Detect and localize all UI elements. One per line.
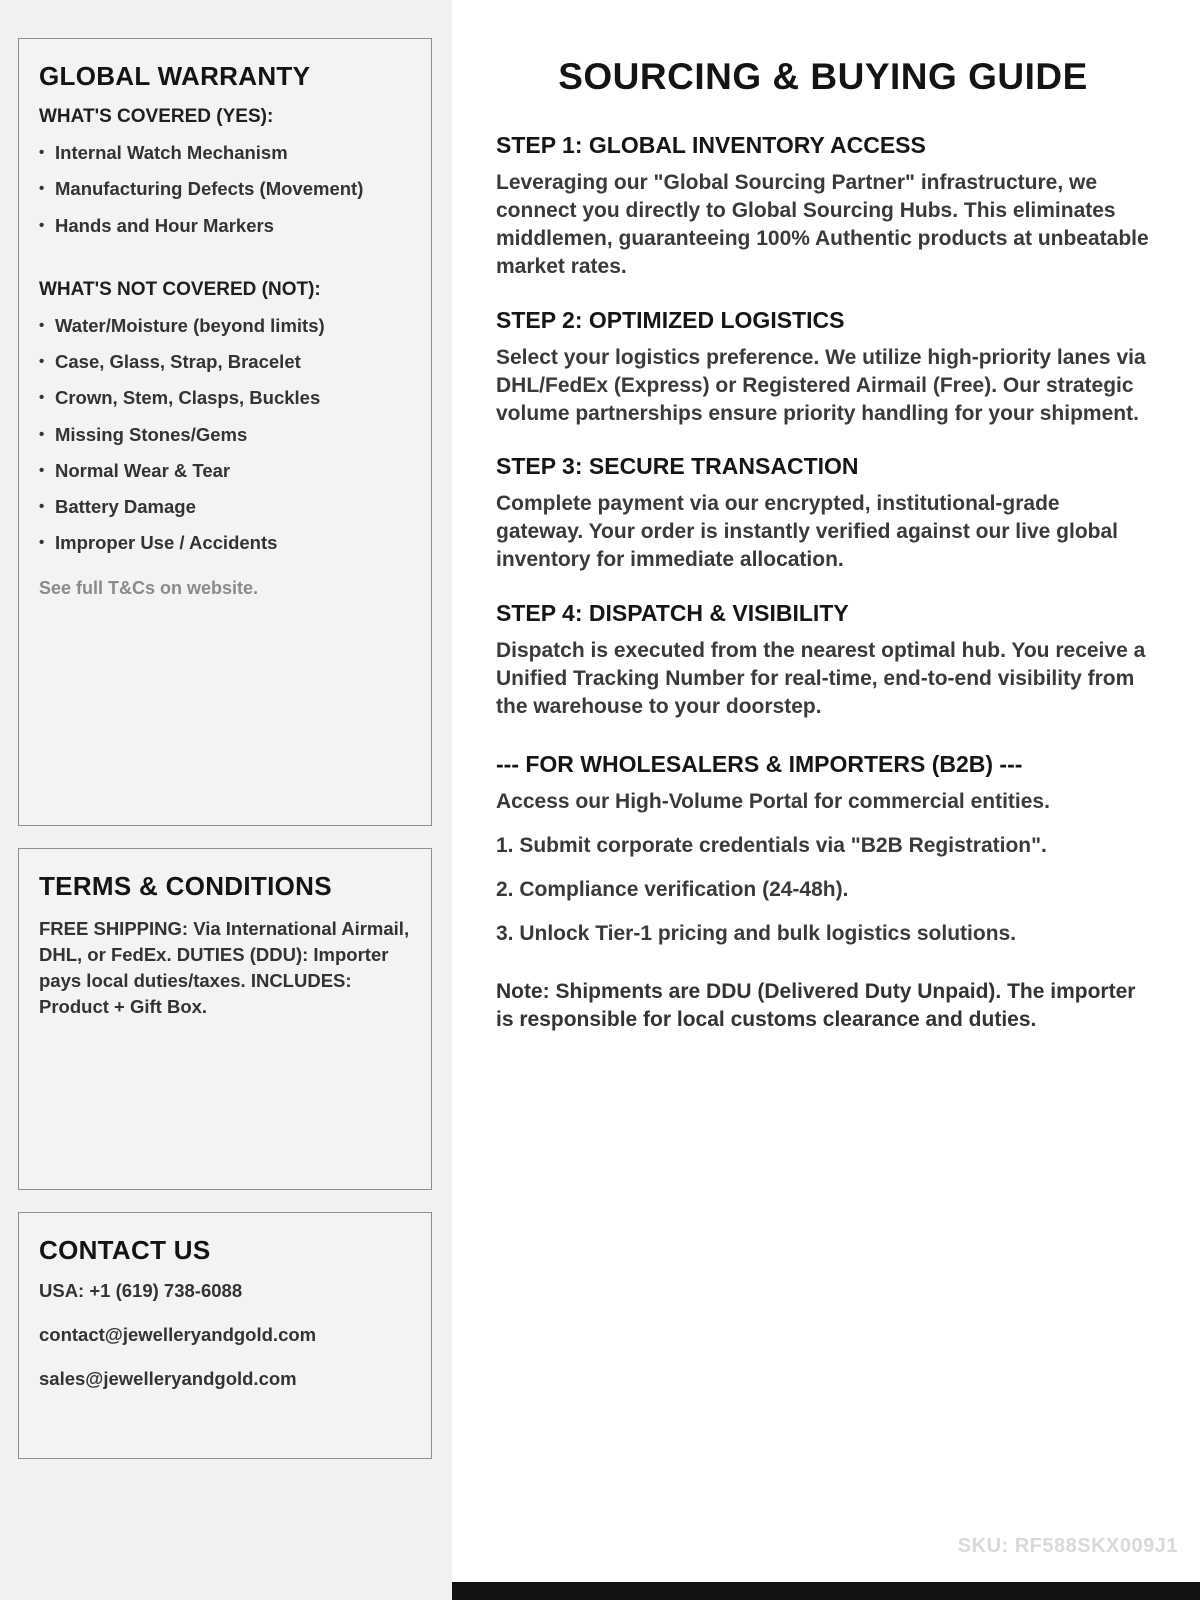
not-covered-list: [39, 315, 411, 554]
list-item: • Improper Use / Accidents: [39, 532, 411, 553]
b2b-item-2: 2. Compliance verification (24-48h).: [496, 877, 849, 901]
step-2-body: Select your logistics preference. We utilize high-priority lanes via DHL/FedEx (Express) or Registered Airmail (Free). Our strategic volume partnerships ensure priority handling for your shipment.: [496, 345, 1146, 425]
contact-phone: USA: +1 (619) 738-6088: [39, 1280, 243, 1301]
b2b-note: Note: Shipments are DDU (Delivered Duty Unpaid). The importer is responsible for local customs clearance and duties.: [496, 979, 1136, 1031]
step-3-body: Complete payment via our encrypted, institutional-grade gateway. Your order is instantly verified against our live global inventory for immediate allocation.: [496, 492, 1119, 572]
list-item: • Manufacturing Defects (Movement): [39, 178, 411, 199]
list-item: • Case, Glass, Strap, Bracelet: [39, 351, 411, 372]
step-2-heading: STEP 2: OPTIMIZED LOGISTICS: [496, 306, 845, 333]
list-item: • Hands and Hour Markers: [39, 215, 411, 236]
terms-box: [18, 848, 432, 1190]
list-item: • Internal Watch Mechanism: [39, 142, 411, 163]
sku-label: SKU: RF588SKX009J1: [957, 1535, 1178, 1557]
spacer: [39, 251, 411, 279]
step-1-body: Leveraging our "Global Sourcing Partner" infrastructure, we connect you directly to Global Sourcing Hubs. This eliminates middlemen, guaranteeing 100% Authentic products at unbeatable market rates.: [496, 171, 1149, 278]
contact-title: CONTACT US: [39, 1235, 211, 1265]
list-item: • Crown, Stem, Clasps, Buckles: [39, 387, 411, 408]
b2b-item-3: 3. Unlock Tier-1 pricing and bulk logistics solutions.: [496, 921, 1017, 945]
list-item: • Missing Stones/Gems: [39, 424, 411, 445]
covered-list: [39, 142, 411, 236]
list-item: • Normal Wear & Tear: [39, 460, 411, 481]
contact-email-sales: sales@jewelleryandgold.com: [39, 1368, 297, 1389]
warranty-box: [18, 38, 432, 826]
step-2-section: [496, 307, 1150, 428]
terms-title: TERMS & CONDITIONS: [39, 871, 332, 901]
b2b-heading: --- FOR WHOLESALERS & IMPORTERS (B2B) ---: [496, 750, 1023, 777]
warranty-footnote: See full T&Cs on website.: [39, 577, 259, 598]
covered-title: WHAT'S COVERED (YES):: [39, 106, 274, 127]
bottom-bar: [452, 1582, 1200, 1600]
not-covered-title: WHAT'S NOT COVERED (NOT):: [39, 278, 321, 300]
b2b-intro: Access our High-Volume Portal for commercial entities.: [496, 789, 1050, 813]
page-title: SOURCING & BUYING GUIDE: [558, 56, 1088, 97]
step-1-heading: STEP 1: GLOBAL INVENTORY ACCESS: [496, 132, 926, 158]
sidebar: [0, 0, 452, 1600]
warranty-title: GLOBAL WARRANTY: [39, 61, 311, 91]
b2b-item-1: 1. Submit corporate credentials via "B2B Registration".: [496, 833, 1047, 857]
list-item: • Water/Moisture (beyond limits): [39, 315, 411, 336]
main-content: [452, 0, 1200, 1600]
step-4-heading: STEP 4: DISPATCH & VISIBILITY: [496, 600, 849, 627]
step-4-section: [496, 600, 1150, 721]
step-3-section: [496, 453, 1150, 574]
b2b-section: [496, 751, 1150, 1034]
terms-body: FREE SHIPPING: Via International Airmail, DHL, or FedEx. DUTIES (DDU): Importer pays local duties/taxes. INCLUDES: Product + Gift Box.: [39, 918, 410, 1017]
step-4-body: Dispatch is executed from the nearest optimal hub. You receive a Unified Tracking Number for real-time, end-to-end visibility from the warehouse to your doorstep.: [496, 639, 1146, 719]
list-item: • Battery Damage: [39, 496, 411, 517]
step-3-heading: STEP 3: SECURE TRANSACTION: [496, 453, 859, 480]
contact-email-primary: contact@jewelleryandgold.com: [39, 1324, 317, 1345]
contact-box: [18, 1212, 432, 1459]
step-1-section: [496, 132, 1150, 281]
